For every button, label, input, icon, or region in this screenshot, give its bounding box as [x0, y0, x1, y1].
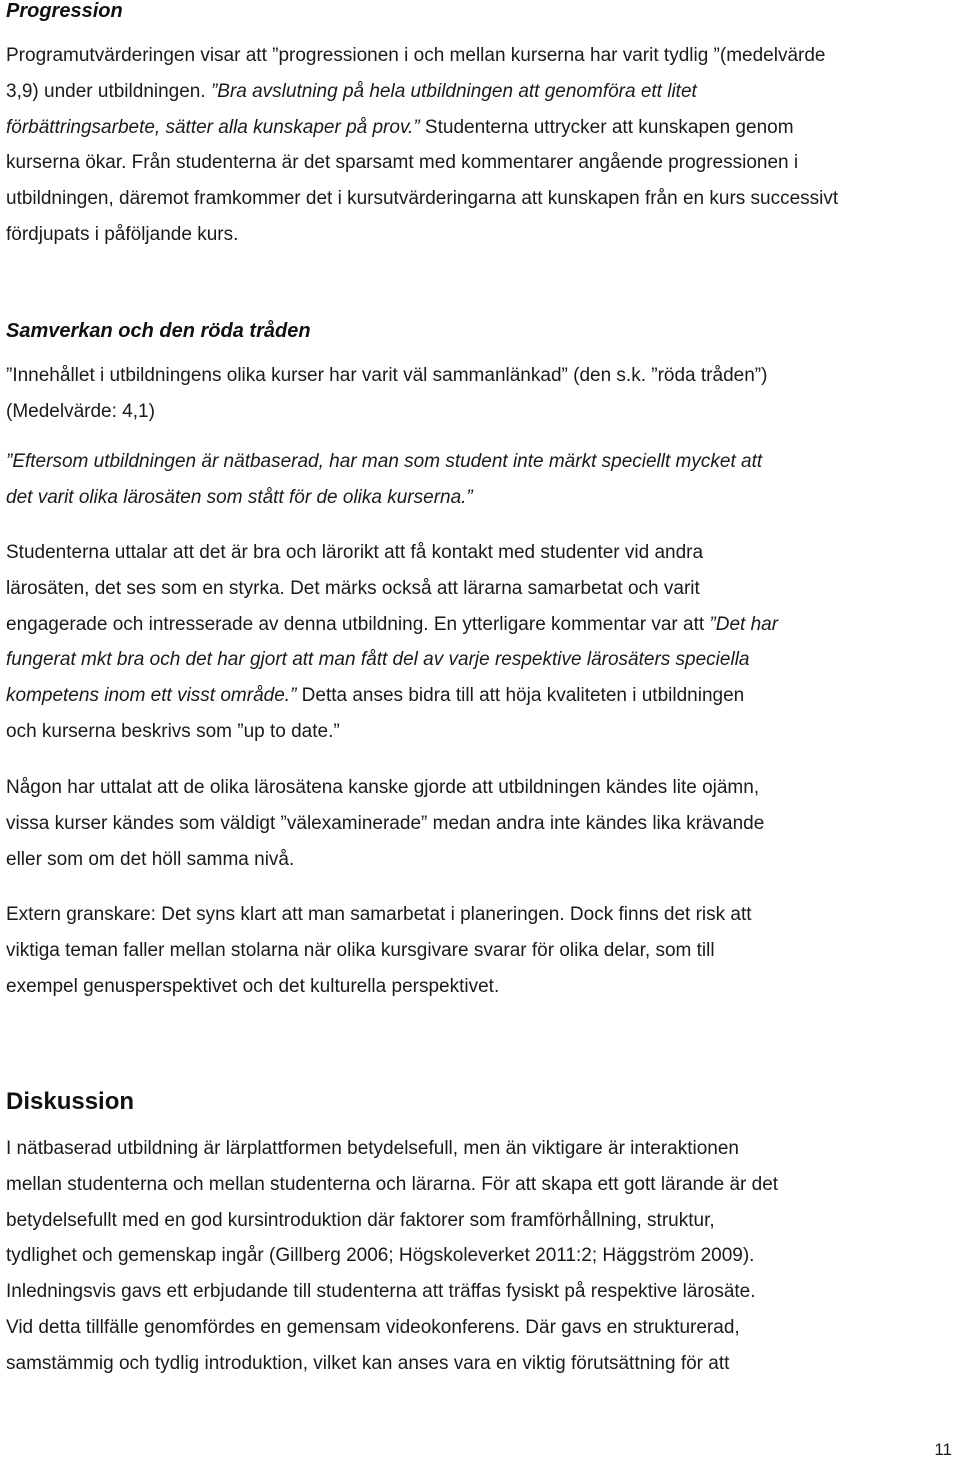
paragraph-samverkan-rating	[6, 358, 960, 430]
text-line: exempel genusperspektivet och det kulturella perspektivet.	[6, 975, 500, 997]
text-line	[6, 607, 960, 643]
text-line: mellan studenterna och mellan studenterna och lärarna. För att skapa ett gott lärande är det	[6, 1173, 779, 1195]
text-line: tydlighet och gemenskap ingår (Gillberg 2006; Högskoleverket 2011:2; Häggström 2009).	[6, 1245, 755, 1267]
text-span: engagerade och intresserade av denna utbildning. En ytterligare kommentar var att	[6, 613, 710, 635]
section-heading-progression: Progression	[6, 0, 123, 22]
text-line: samstämmig och tydlig introduktion, vilket kan anses vara en viktig förutsättning för att	[6, 1352, 730, 1374]
text-line	[6, 110, 960, 146]
text-line	[6, 678, 960, 714]
quote-span: kompetens inom ett visst område.”	[6, 685, 297, 707]
text-line: fördjupats i påföljande kurs.	[6, 223, 239, 245]
text-line: viktiga teman faller mellan stolarna när olika kursgivare svarar för olika delar, som till	[6, 939, 715, 961]
section-heading-samverkan: Samverkan och den röda tråden	[6, 320, 311, 342]
quote-line: ”Eftersom utbildningen är nätbaserad, har man som student inte märkt speciellt mycket att	[6, 451, 763, 472]
text-line: eller som om det höll samma nivå.	[6, 848, 295, 870]
text-line	[6, 74, 960, 110]
quote-span: ”Det har	[709, 613, 779, 635]
text-line: ”Innehållet i utbildningens olika kurser har varit väl sammanlänkad” (den s.k. ”röda tråden”)	[6, 365, 768, 386]
text-span: Från studenterna är det sparsamt med kommentarer angående progressionen i	[131, 152, 799, 174]
text-span: kurserna ökar.	[6, 152, 132, 174]
paragraph-samverkan-quote	[6, 444, 960, 516]
text-span: Studenterna uttrycker att kunskapen genom	[424, 116, 794, 138]
text-line: betydelsefullt med en god kursintroduktion där faktorer som framförhållning, struktur,	[6, 1209, 715, 1231]
text-line: vissa kurser kändes som väldigt ”välexaminerade” medan andra inte kändes lika krävande	[6, 812, 765, 834]
text-line: Vid detta tillfälle genomfördes en gemensam videokonferens. Där gavs en strukturerad,	[6, 1316, 740, 1338]
quote-line: det varit olika lärosäten som stått för de olika kurserna.”	[6, 486, 473, 508]
text-line: Extern granskare: Det syns klart att man samarbetat i planeringen. Dock finns det risk att	[6, 904, 752, 925]
text-line: Inledningsvis gavs ett erbjudande till studenterna att träffas fysiskt på respektive lärosäte.	[6, 1281, 756, 1303]
text-line: lärosäten, det ses som en styrka. Det märks också att lärarna samarbetat och varit	[6, 577, 700, 599]
text-line: (Medelvärde: 4,1)	[6, 400, 155, 422]
text-line: Studenterna uttalar att det är bra och lärorikt att få kontakt med studenter vid andra	[6, 542, 704, 563]
quote-span: förbättringsarbete, sätter alla kunskaper på prov.”	[6, 116, 425, 138]
text-line: Programutvärderingen visar att ”progressionen i och mellan kurserna har varit tydlig ”(medelvärde	[6, 45, 826, 66]
text-line: och kurserna beskrivs som ”up to date.”	[6, 720, 340, 742]
text-line: Någon har uttalat att de olika lärosätena kanske gjorde att utbildningen kändes lite ojämn,	[6, 777, 760, 798]
paragraph-external-reviewer	[6, 897, 960, 1004]
text-line: I nätbaserad utbildning är lärplattformen betydelsefull, men än viktigare är interaktionen	[6, 1138, 739, 1159]
paragraph-diskussion	[6, 1131, 960, 1382]
text-span: 3,9) under utbildningen.	[6, 80, 211, 102]
page-number: 11	[934, 1440, 952, 1459]
text-line	[6, 145, 960, 181]
text-span: Detta anses bidra till att höja kvaliteten i utbildningen	[296, 685, 745, 707]
text-line: utbildningen, däremot framkommer det i kursutvärderingarna att kunskapen från en kurs successivt	[6, 188, 839, 210]
paragraph-samverkan-uneven	[6, 770, 960, 877]
paragraph-progression	[6, 38, 960, 253]
quote-line: fungerat mkt bra och det har gjort att man fått del av varje respektive lärosäters speciella	[6, 649, 750, 671]
paragraph-samverkan-comments	[6, 535, 960, 750]
section-heading-diskussion: Diskussion	[6, 1088, 135, 1115]
quote-span: ”Bra avslutning på hela utbildningen att genomföra ett litet	[210, 80, 697, 102]
